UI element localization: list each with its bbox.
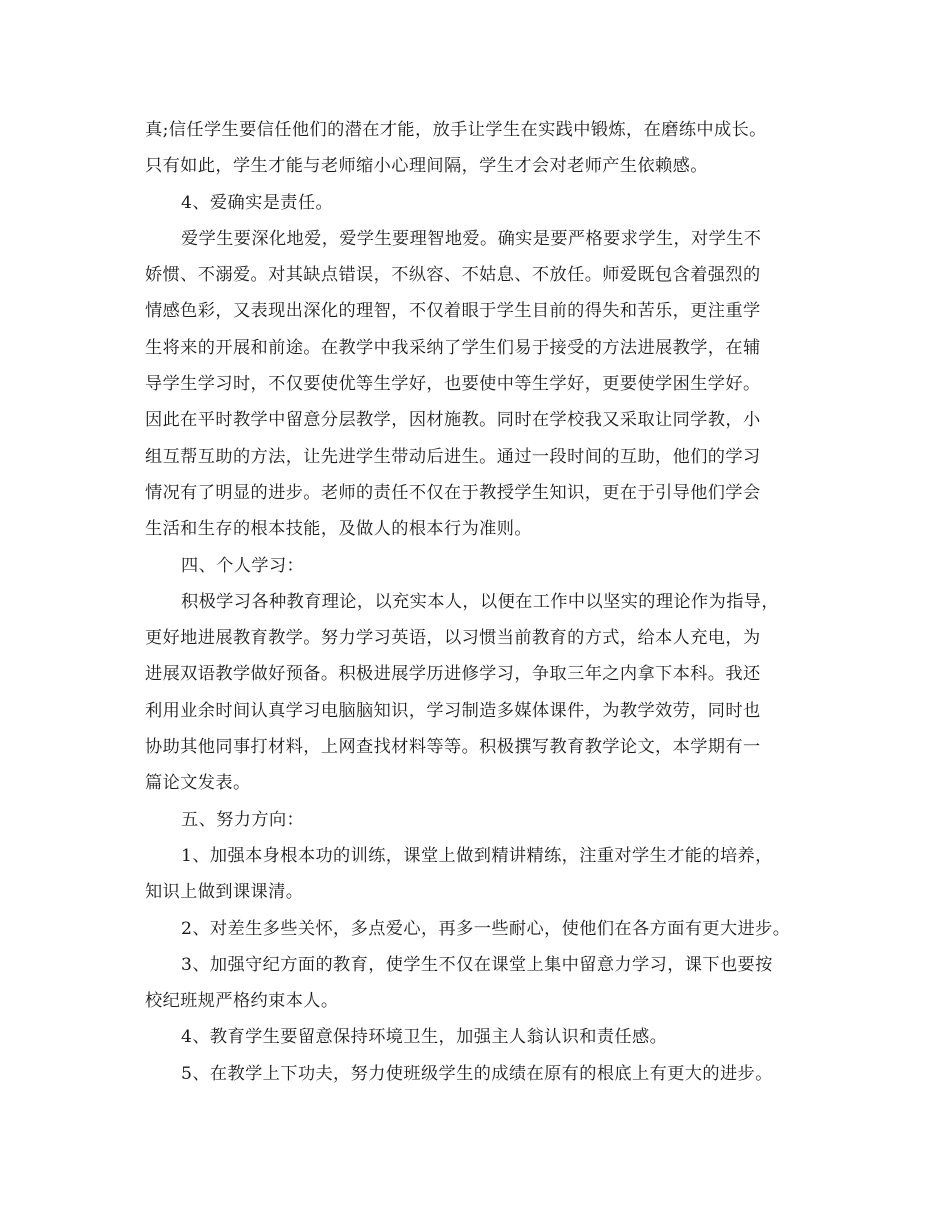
text-line: 情况有了明显的进步。老师的责任不仅在于教授学生知识，更在于引导他们学会	[145, 482, 761, 503]
text-line: 5、在教学上下功夫，努力使班级学生的成绩在原有的根底上有更大的进步。	[181, 1063, 773, 1084]
text-line: 知识上做到课课清。	[145, 882, 304, 903]
text-line: 利用业余时间认真学习电脑脑知识，学习制造多媒体课件，为教学效劳，同时也	[145, 700, 761, 721]
text-line: 篇论文发表。	[145, 773, 251, 794]
text-line: 爱学生要深化地爱，爱学生要理智地爱。确实是要严格要求学生，对学生不	[181, 228, 762, 249]
text-line: 校纪班规严格约束本人。	[145, 991, 339, 1012]
text-line: 组互帮互助的方法，让先进学生带动后进生。通过一段时间的互助，他们的学习	[145, 446, 761, 467]
text-line: 五、努力方向：	[181, 809, 305, 830]
text-line: 3、加强守纪方面的教育，使学生不仅在课堂上集中留意力学习，课下也要按	[181, 954, 773, 975]
document-body	[145, 112, 825, 1092]
text-line: 4、教育学生要留意保持环境卫生，加强主人翁认识和责任感。	[181, 1027, 668, 1048]
text-line: 1、加强本身根本功的训练，课堂上做到精讲精练，注重对学生才能的培养，	[181, 845, 773, 866]
text-line: 因此在平时教学中留意分层教学，因材施教。同时在学校我又采取让同学教，小	[145, 410, 761, 431]
text-line: 积极学习各种教育理论，以充实本人，以便在工作中以坚实的理论作为指导，	[181, 591, 779, 612]
text-line: 更好地进展教育教学。努力学习英语，以习惯当前教育的方式，给本人充电，为	[145, 628, 761, 649]
text-line: 协助其他同事打材料，上网查找材料等等。积极撰写教育教学论文，本学期有一	[145, 737, 761, 758]
text-line: 真;信任学生要信任他们的潜在才能，放手让学生在实践中锻炼，在磨练中成长。	[145, 120, 767, 140]
text-line: 进展双语教学做好预备。积极进展学历进修学习，争取三年之内拿下本科。我还	[145, 664, 761, 685]
text-line: 2、对差生多些关怀，多点爱心，再多一些耐心，使他们在各方面有更大进步。	[181, 918, 791, 939]
text-line: 4、爱确实是责任。	[181, 192, 334, 213]
text-line: 娇惯、不溺爱。对其缺点错误，不纵容、不姑息、不放任。师爱既包含着强烈的	[145, 265, 761, 286]
text-line: 生将来的开展和前途。在教学中我采纳了学生们易于接受的方法进展教学，在辅	[145, 337, 761, 358]
text-line: 四、个人学习：	[181, 555, 305, 576]
text-line: 导学生学习时，不仅要使优等生学好，也要使中等生学好，更要使学困生学好。	[145, 374, 761, 395]
text-line: 生活和生存的根本技能，及做人的根本行为准则。	[145, 519, 532, 540]
text-line: 只有如此，学生才能与老师缩小心理间隔，学生才会对老师产生依赖感。	[145, 156, 708, 177]
text-line: 情感色彩，又表现出深化的理智，不仅着眼于学生目前的得失和苦乐，更注重学	[145, 301, 761, 322]
